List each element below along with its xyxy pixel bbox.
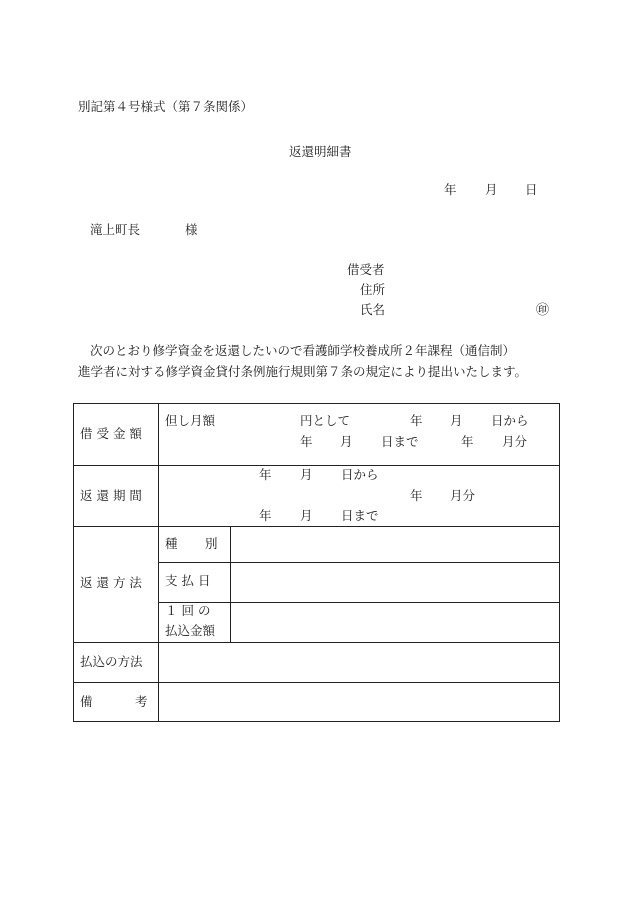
row-divider <box>158 562 559 563</box>
repay-method-label: 返 還 方 法 <box>80 575 142 590</box>
loan-end-month: 月 <box>340 434 353 449</box>
yen-as-label: 円として <box>300 413 351 428</box>
loan-duration-year: 年 <box>461 434 474 449</box>
addressee-honorific: 様 <box>185 222 198 237</box>
addressee-name: 滝上町長 <box>90 222 141 237</box>
date-day-label: 日 <box>525 182 538 197</box>
loan-end-year: 年 <box>300 434 313 449</box>
repay-start-month: 月 <box>300 467 313 482</box>
kind-label-a: 種 <box>165 536 178 551</box>
repay-duration-month: 月分 <box>450 488 476 503</box>
repay-start-from: 日から <box>341 467 379 482</box>
repay-end-year: 年 <box>259 508 272 523</box>
per-payment-label-line-1: １ 回 の <box>165 603 211 618</box>
form-number-label: 別記第４号様式（第７条関係） <box>78 99 254 114</box>
remarks-label-b: 考 <box>135 694 148 709</box>
loan-amount-label: 借 受 金 額 <box>80 426 142 441</box>
row-divider <box>74 642 559 643</box>
body-text-line-1: 次のとおり修学資金を返還したいので看護師学校養成所２年課程（通信制） <box>90 343 516 358</box>
payday-label: 支 払 日 <box>165 573 211 588</box>
borrower-heading: 借受者 <box>347 262 385 277</box>
row-divider <box>74 526 559 527</box>
borrower-name-label: 氏名 <box>360 302 386 317</box>
repay-period-label: 返 還 期 間 <box>80 488 142 503</box>
body-text-line-2: 進学者に対する修学資金貸付条例施行規則第７条の規定により提出いたします。 <box>78 364 528 379</box>
repay-duration-year: 年 <box>410 488 423 503</box>
loan-start-from: 日から <box>491 413 529 428</box>
payment-method-label: 払込の方法 <box>80 654 143 669</box>
borrower-address-label: 住所 <box>360 282 386 297</box>
loan-start-month: 月 <box>450 413 463 428</box>
date-year-label: 年 <box>444 182 457 197</box>
date-month-label: 月 <box>485 182 498 197</box>
repay-start-year: 年 <box>259 467 272 482</box>
column-divider <box>230 526 231 642</box>
row-divider <box>74 682 559 683</box>
kind-label-b: 別 <box>205 536 218 551</box>
repay-end-month: 月 <box>300 508 313 523</box>
loan-duration-month: 月分 <box>502 434 528 449</box>
column-divider <box>158 404 159 721</box>
loan-start-year: 年 <box>410 413 423 428</box>
row-divider <box>158 602 559 603</box>
per-payment-label-line-2: 払込金額 <box>165 623 216 638</box>
document-title: 返還明細書 <box>289 144 352 159</box>
remarks-label-a: 備 <box>80 694 93 709</box>
repay-end-until: 日まで <box>341 508 379 523</box>
seal-mark-icon: ㊞ <box>536 303 550 318</box>
row-divider <box>74 465 559 466</box>
loan-end-until: 日まで <box>381 434 419 449</box>
monthly-amount-label: 但し月額 <box>165 413 216 428</box>
repayment-table <box>73 403 560 722</box>
